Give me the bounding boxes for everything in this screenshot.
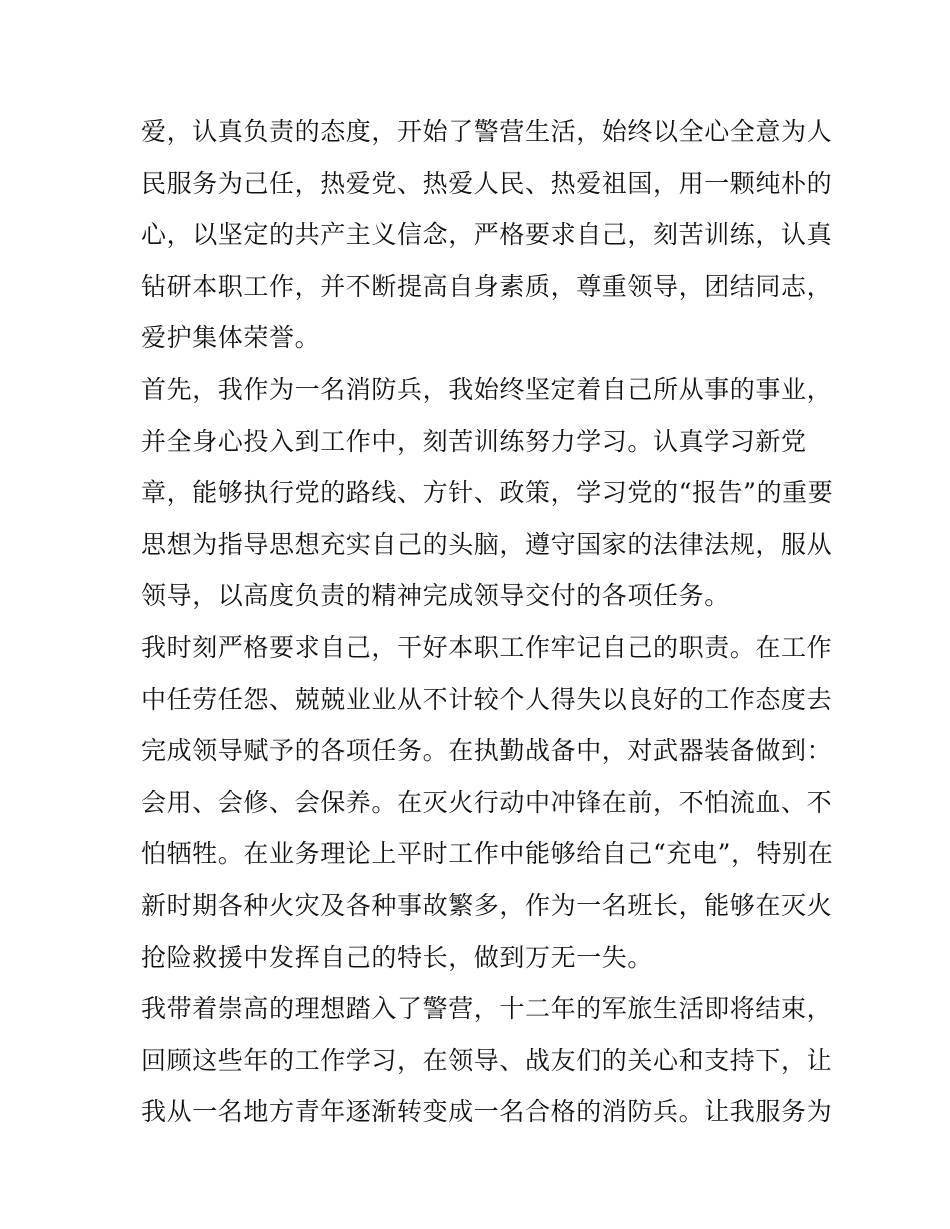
text-line: 我时刻严格要求自己，干好本职工作牢记自己的职责。在工作: [141, 632, 833, 662]
text-line: 首先，我作为一名消防兵，我始终坚定着自己所从事的事业，: [141, 374, 833, 404]
paragraph-4: [141, 983, 833, 1138]
text-line: 思想为指导思想充实自己的头脑，遵守国家的法律法规，服从: [141, 529, 833, 559]
text-line: 怕牺牲。在业务理论上平时工作中能够给自己“充电”，特别在: [141, 839, 834, 869]
text-line: 抢险救援中发挥自己的特长，做到万无一失。: [141, 942, 654, 972]
text-line: 并全身心投入到工作中，刻苦训练努力学习。认真学习新党: [141, 426, 807, 456]
text-line: 章，能够执行党的路线、方针、政策，学习党的“报告”的重要: [141, 478, 834, 508]
paragraph-2: [141, 364, 834, 622]
text-line: 我从一名地方青年逐渐转变成一名合格的消防兵。让我服务为: [141, 1097, 833, 1127]
document-body: [141, 106, 834, 1138]
paragraph-1: [141, 106, 833, 364]
text-line: 我带着崇高的理想踏入了警营，十二年的军旅生活即将结束，: [141, 994, 833, 1024]
text-line: 心，以坚定的共产主义信念，严格要求自己，刻苦训练，认真: [141, 220, 833, 250]
text-line: 爱护集体荣誉。: [141, 323, 321, 353]
text-line: 钻研本职工作，并不断提高自身素质，尊重领导，团结同志，: [141, 271, 833, 301]
text-line: 爱，认真负责的态度，开始了警营生活，始终以全心全意为人: [141, 117, 833, 146]
text-line: 领导，以高度负责的精神完成领导交付的各项任务。: [141, 581, 730, 611]
text-line: 完成领导赋予的各项任务。在执勤战备中，对武器装备做到：: [141, 736, 833, 766]
text-line: 会用、会修、会保养。在灭火行动中冲锋在前，不怕流血、不: [141, 787, 833, 817]
paragraph-3: [141, 622, 834, 983]
text-line: 回顾这些年的工作学习，在领导、战友们的关心和支持下，让: [141, 1045, 833, 1075]
text-line: 中任劳任怨、兢兢业业从不计较个人得失以良好的工作态度去: [141, 684, 833, 714]
text-line: 新时期各种火灾及各种事故繁多，作为一名班长，能够在灭火: [141, 890, 833, 920]
text-line: 民服务为己任，热爱党、热爱人民、热爱祖国，用一颗纯朴的: [141, 168, 833, 198]
